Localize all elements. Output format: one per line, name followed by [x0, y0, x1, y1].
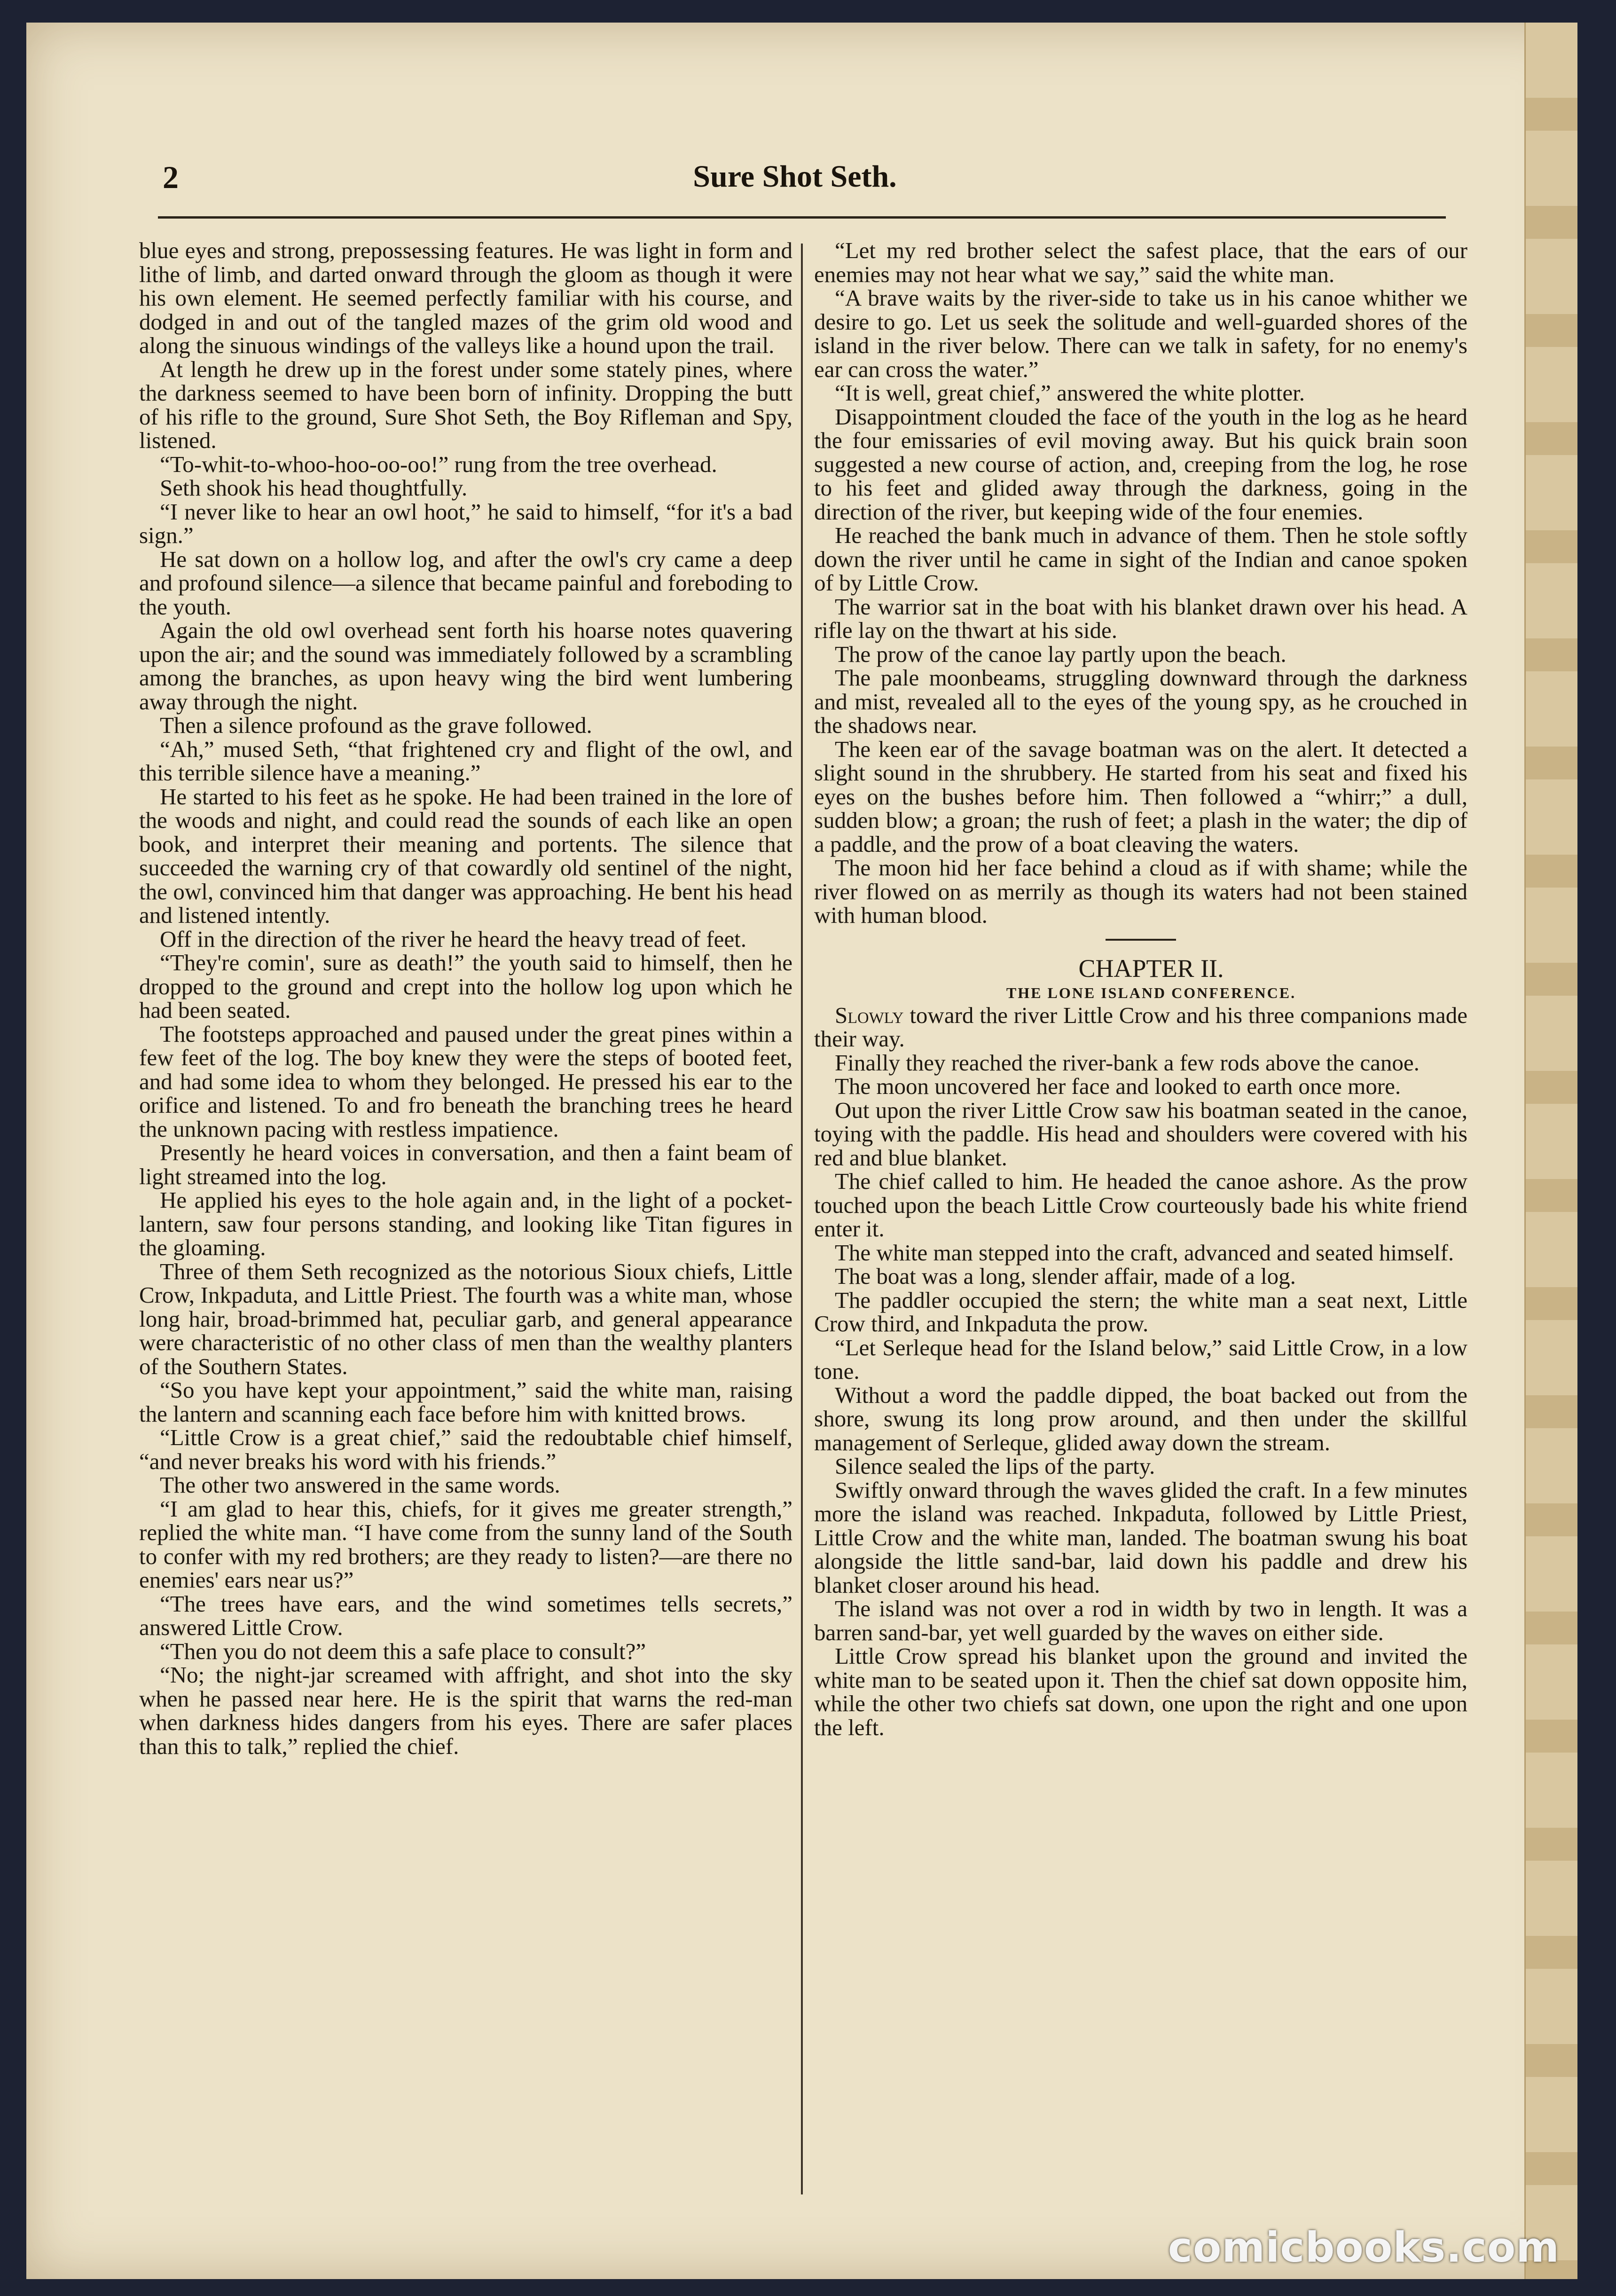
- chapter-title: CHAPTER II.: [1078, 954, 1224, 983]
- paragraph: “Little Crow is a great chief,” said the redoubtable chief himself, “and never breaks his word with his friends.”: [139, 1424, 792, 1474]
- paragraph: Out upon the river Little Crow saw his boatman seated in the canoe, toying with the paddle. His head and shoulders were covered with his red and blue blanket.: [814, 1097, 1467, 1171]
- paragraph: He started to his feet as he spoke. He had been trained in the lore of the woods and night, and could read the sounds of each like an open book, and interpret their meaning and portents. The silence that succeeded the warning cry of that cowardly old sentinel of the night, the owl, convinced him that danger was approaching. He bent his head and listened intently.: [139, 783, 792, 928]
- paragraph: “Ah,” mused Seth, “that frightened cry and flight of the owl, and this terrible silence have a meaning.”: [139, 736, 792, 786]
- paragraph: Swiftly onward through the waves glided the craft. In a few minutes more the island was reached. Inkpaduta, followed by Little Priest, Little Crow and the white man, landed. The boatman swung his boat alongside the little sand-bar, laid down his paddle and drew his blanket closer around his head.: [814, 1477, 1467, 1598]
- paragraph: “I am glad to hear this, chiefs, for it gives me greater strength,” replied the white man. “I have come from the sunny land of the South to confer with my red brothers; are they ready to listen?—are there no enemies' ears near us?”: [139, 1495, 792, 1593]
- paragraph: “No; the night-jar screamed with affright, and shot into the sky when he passed near here. He is the spirit that warns the red-man when darkness hides dangers from his eyes. There are safer places than this to talk,” replied the chief.: [139, 1662, 792, 1759]
- paragraph: The moon uncovered her face and looked to earth once more.: [835, 1073, 1401, 1099]
- paragraph: Three of them Seth recognized as the notorious Sioux chiefs, Little Crow, Inkpaduta, and Little Priest. The fourth was a white man, whose long hair, broad-brimmed hat, peculiar garb, and general appearance were characteristic of no other class of men than the wealthy planters of the Southern States.: [139, 1258, 792, 1379]
- chapter-opening-paragraph: [814, 1004, 1467, 1051]
- paragraph: The keen ear of the savage boatman was on the alert. It detected a slight sound in the shrubbery. He started from his seat and fixed his eyes on the bushes before him. Then followed a “whirr;” a dull, sudden blow; a groan; the rush of feet; a plash in the water; the dip of a paddle, and the prow of a boat cleaving the waters.: [814, 736, 1467, 857]
- paragraph: “They're comin', sure as death!” the youth said to himself, then he dropped to the ground and crept into the hollow log upon which he had been seated.: [139, 950, 792, 1023]
- paragraph: Seth shook his head thoughtfully.: [160, 475, 468, 501]
- paragraph: The moon hid her face behind a cloud as if with shame; while the river flowed on as merrily as though its waters had not been stained with human blood.: [814, 855, 1467, 928]
- paragraph: The warrior sat in the boat with his blanket drawn over his head. A rifle lay on the thwart at his side.: [814, 593, 1467, 643]
- paragraph: Off in the direction of the river he heard the heavy tread of feet.: [160, 926, 747, 952]
- paragraph: Little Crow spread his blanket upon the ground and invited the white man to be seated upon it. Then the chief sat down opposite him, while the other two chiefs sat down, one upon the right and one upon the left.: [814, 1643, 1467, 1740]
- paragraph: Disappointment clouded the face of the youth in the log as he heard the four emissaries of evil moving away. But his quick brain soon suggested a new course of action, and, creeping from the log, he rose to his feet and glided away through the darkness, going in the direction of the river, but keeping wide of the four enemies.: [814, 403, 1467, 525]
- paragraph: He sat down on a hollow log, and after the owl's cry came a deep and profound silence—a silence that became painful and foreboding to the youth.: [139, 546, 792, 620]
- running-head-title: Sure Shot Seth.: [693, 159, 897, 194]
- paragraph: “A brave waits by the river-side to take us in his canoe whither we desire to go. Let us seek the solitude and well-guarded shores of the island in the river below. There can we talk in safety, for no enemy's ear can cross the water.”: [814, 285, 1467, 382]
- right-column: [814, 239, 1467, 2190]
- paragraph: The chief called to him. He headed the canoe ashore. As the prow touched upon the beach Little Crow courteously bade his white friend enter it.: [814, 1168, 1467, 1242]
- paragraph: The prow of the canoe lay partly upon the beach.: [835, 641, 1287, 667]
- page-binding-edge: [1524, 23, 1577, 2279]
- book-page: [26, 23, 1577, 2279]
- opening-text: toward the river Little Crow and his three companions made their way.: [814, 1002, 1467, 1052]
- paragraph: The island was not over a rod in width by two in length. It was a barren sand-bar, yet well guarded by the waves on either side.: [814, 1596, 1467, 1645]
- paragraph: “So you have kept your appointment,” said the white man, raising the lantern and scanning each face before him with knitted brows.: [139, 1377, 792, 1427]
- section-rule: [1106, 939, 1176, 941]
- paragraph: The other two answered in the same words.: [160, 1472, 560, 1498]
- paragraph: At length he drew up in the forest under some stately pines, where the darkness seemed to have been born of infinity. Dropping the butt of his rifle to the ground, Sure Shot Seth, the Boy Rifleman and Spy, listened.: [139, 356, 792, 453]
- paragraph: “To-whit-to-whoo-hoo-oo-oo!” rung from the tree overhead.: [160, 451, 717, 477]
- paragraph: He applied his eyes to the hole again and, in the light of a pocket-lantern, saw four persons standing, and looking like Titan figures in the gloaming.: [139, 1187, 792, 1260]
- paragraph: “Then you do not deem this a safe place to consult?”: [160, 1638, 646, 1664]
- paragraph: The paddler occupied the stern; the white man a seat next, Little Crow third, and Inkpaduta the prow.: [814, 1287, 1467, 1337]
- paragraph: The boat was a long, slender affair, made of a log.: [835, 1263, 1296, 1289]
- header-rule: [158, 216, 1446, 219]
- paragraph: “I never like to hear an owl hoot,” he said to himself, “for it's a bad sign.”: [139, 498, 792, 548]
- page-header: [116, 159, 1474, 201]
- paragraph: The footsteps approached and paused under the great pines within a few feet of the log. The boy knew they were the steps of booted feet, and had some idea to whom they belonged. He pressed his ear to the orifice and listened. To and fro beneath the branching trees he heard the unknown pacing with restless impatience.: [139, 1021, 792, 1142]
- paragraph: The white man stepped into the craft, advanced and seated himself.: [835, 1239, 1454, 1266]
- paragraph: “The trees have ears, and the wind sometimes tells secrets,” answered Little Crow.: [139, 1590, 792, 1640]
- paragraph: Presently he heard voices in conversation, and then a faint beam of light streamed into the log.: [139, 1140, 792, 1189]
- page-number: 2: [163, 159, 179, 195]
- paragraph: The pale moonbeams, struggling downward through the darkness and mist, revealed all to the eyes of the young spy, as he crouched in the shadows near.: [814, 665, 1467, 738]
- watermark-text: comicbooks.com: [1168, 2223, 1560, 2272]
- paragraph: Again the old owl overhead sent forth his hoarse notes quavering upon the air; and the sound was immediately followed by a scrambling among the branches, as upon heavy wing the bird went lumbering away through the night.: [139, 617, 792, 715]
- paragraph: blue eyes and strong, prepossessing features. He was light in form and lithe of limb, and darted onward through the gloom as though it were his own element. He seemed perfectly familiar with his course, and dodged in and out of the tangled mazes of the grim old wood and along the sinuous windings of the valleys like a hound upon the trail.: [139, 239, 792, 358]
- paragraph: “Let my red brother select the safest place, that the ears of our enemies may not hear what we say,” said the white man.: [814, 239, 1467, 287]
- paragraph: Silence sealed the lips of the party.: [835, 1453, 1155, 1479]
- paragraph: Finally they reached the river-bank a few rods above the canoe.: [835, 1049, 1420, 1076]
- left-column: [139, 239, 792, 2190]
- paragraph: Without a word the paddle dipped, the boat backed out from the shore, swung its long prow around, and then under the skillful management of Serleque, glided away down the stream.: [814, 1382, 1467, 1455]
- paragraph: He reached the bank much in advance of them. Then he stole softly down the river until he came in sight of the Indian and canoe spoken of by Little Crow.: [814, 522, 1467, 596]
- paragraph: “Let Serleque head for the Island below,” said Little Crow, in a low tone.: [814, 1334, 1467, 1384]
- column-divider: [801, 244, 803, 2194]
- paragraph: “It is well, great chief,” answered the white plotter.: [835, 380, 1305, 406]
- paragraph: Then a silence profound as the grave followed.: [160, 712, 592, 738]
- drop-word: Slowly: [835, 1002, 904, 1028]
- chapter-subtitle: THE LONE ISLAND CONFERENCE.: [1006, 984, 1296, 1001]
